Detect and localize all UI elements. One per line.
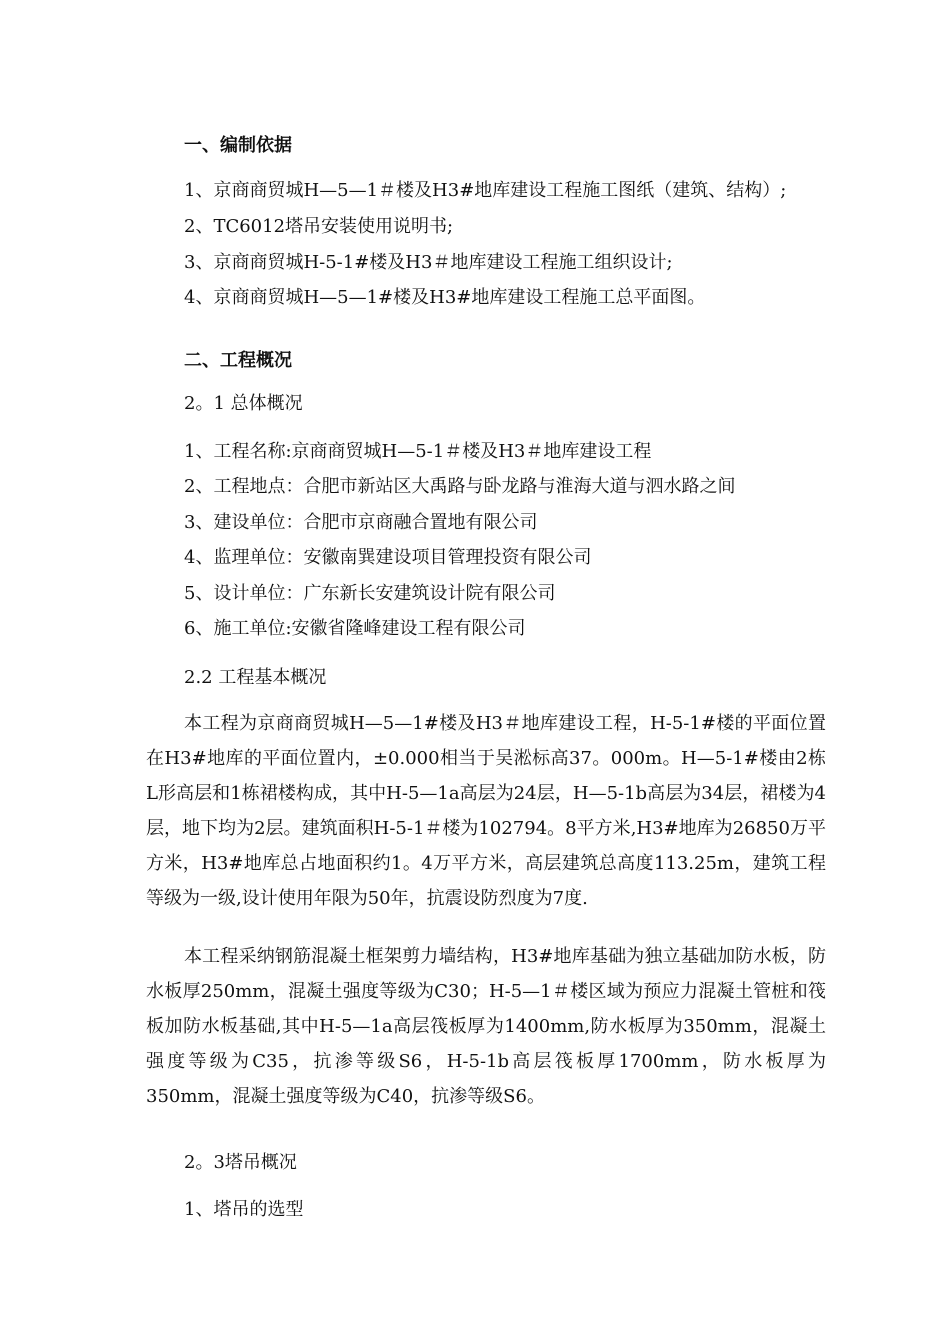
subsection-2-3-title: 2。3塔吊概况 [184,1152,297,1173]
section-1-heading: 一、编制依据 [184,135,292,156]
tower-crane-item-1: 1、塔吊的选型 [184,1199,304,1220]
project-info-item-2: 2、工程地点：合肥市新站区大禹路与卧龙路与淮海大道与泗水路之间 [184,476,736,497]
project-info-item-5: 5、设计单位：广东新长安建筑设计院有限公司 [184,583,556,604]
section-1-item-3: 3、京商商贸城H-5-1#楼及H3＃地库建设工程施工组织设计; [184,252,673,273]
subsection-2-1-title: 2。1 总体概况 [184,393,303,414]
section-1-item-1: 1、京商商贸城H—5—1＃楼及H3#地库建设工程施工图纸（建筑、结构）; [184,180,787,201]
project-info-item-1: 1、工程名称:京商商贸城H—5-1＃楼及H3＃地库建设工程 [184,441,652,462]
project-info-item-6: 6、施工单位:安徽省隆峰建设工程有限公司 [184,618,526,639]
section-2-heading: 二、工程概况 [184,350,292,371]
section-1-item-4: 4、京商商贸城H—5—1#楼及H3#地库建设工程施工总平面图。 [184,287,706,308]
subsection-2-2-title: 2.2 工程基本概况 [184,667,327,688]
section-1-item-2: 2、TC6012塔吊安装使用说明书; [184,216,454,237]
structure-description-paragraph: 本工程采纳钢筋混凝土框架剪力墙结构，H3#地库基础为独立基础加防水板，防水板厚250mm，混凝土强度等级为C30；H-5—1＃楼区域为预应力混凝土管桩和筏板加防水板基础,其中H-5—1a高层筏板厚为1400mm,防水板厚为350mm，混凝土强度等级为C35，抗渗等级S6，H-5-1b高层筏板厚1700mm，防水板厚为350mm，混凝土强度等级为C40，抗渗等级S6。 [146,946,826,1107]
project-info-item-4: 4、监理单位：安徽南巽建设项目管理投资有限公司 [184,547,592,568]
project-info-item-3: 3、建设单位：合肥市京商融合置地有限公司 [184,512,538,533]
project-description-paragraph: 本工程为京商商贸城H—5—1#楼及H3＃地库建设工程，H-5-1#楼的平面位置在H3#地库的平面位置内，±0.000相当于吴淞标高37。000m。H—5-1#楼由2栋L形高层和1栋裙楼构成，其中H-5—1a高层为24层，H—5-1b高层为34层，裙楼为4层，地下均为2层。建筑面积H-5-1＃楼为102794。8平方米,H3#地库为26850万平方米，H3#地库总占地面积约1。4万平方米，高层建筑总高度113.25m，建筑工程等级为一级,设计使用年限为50年，抗震设防烈度为7度. [146,713,826,909]
